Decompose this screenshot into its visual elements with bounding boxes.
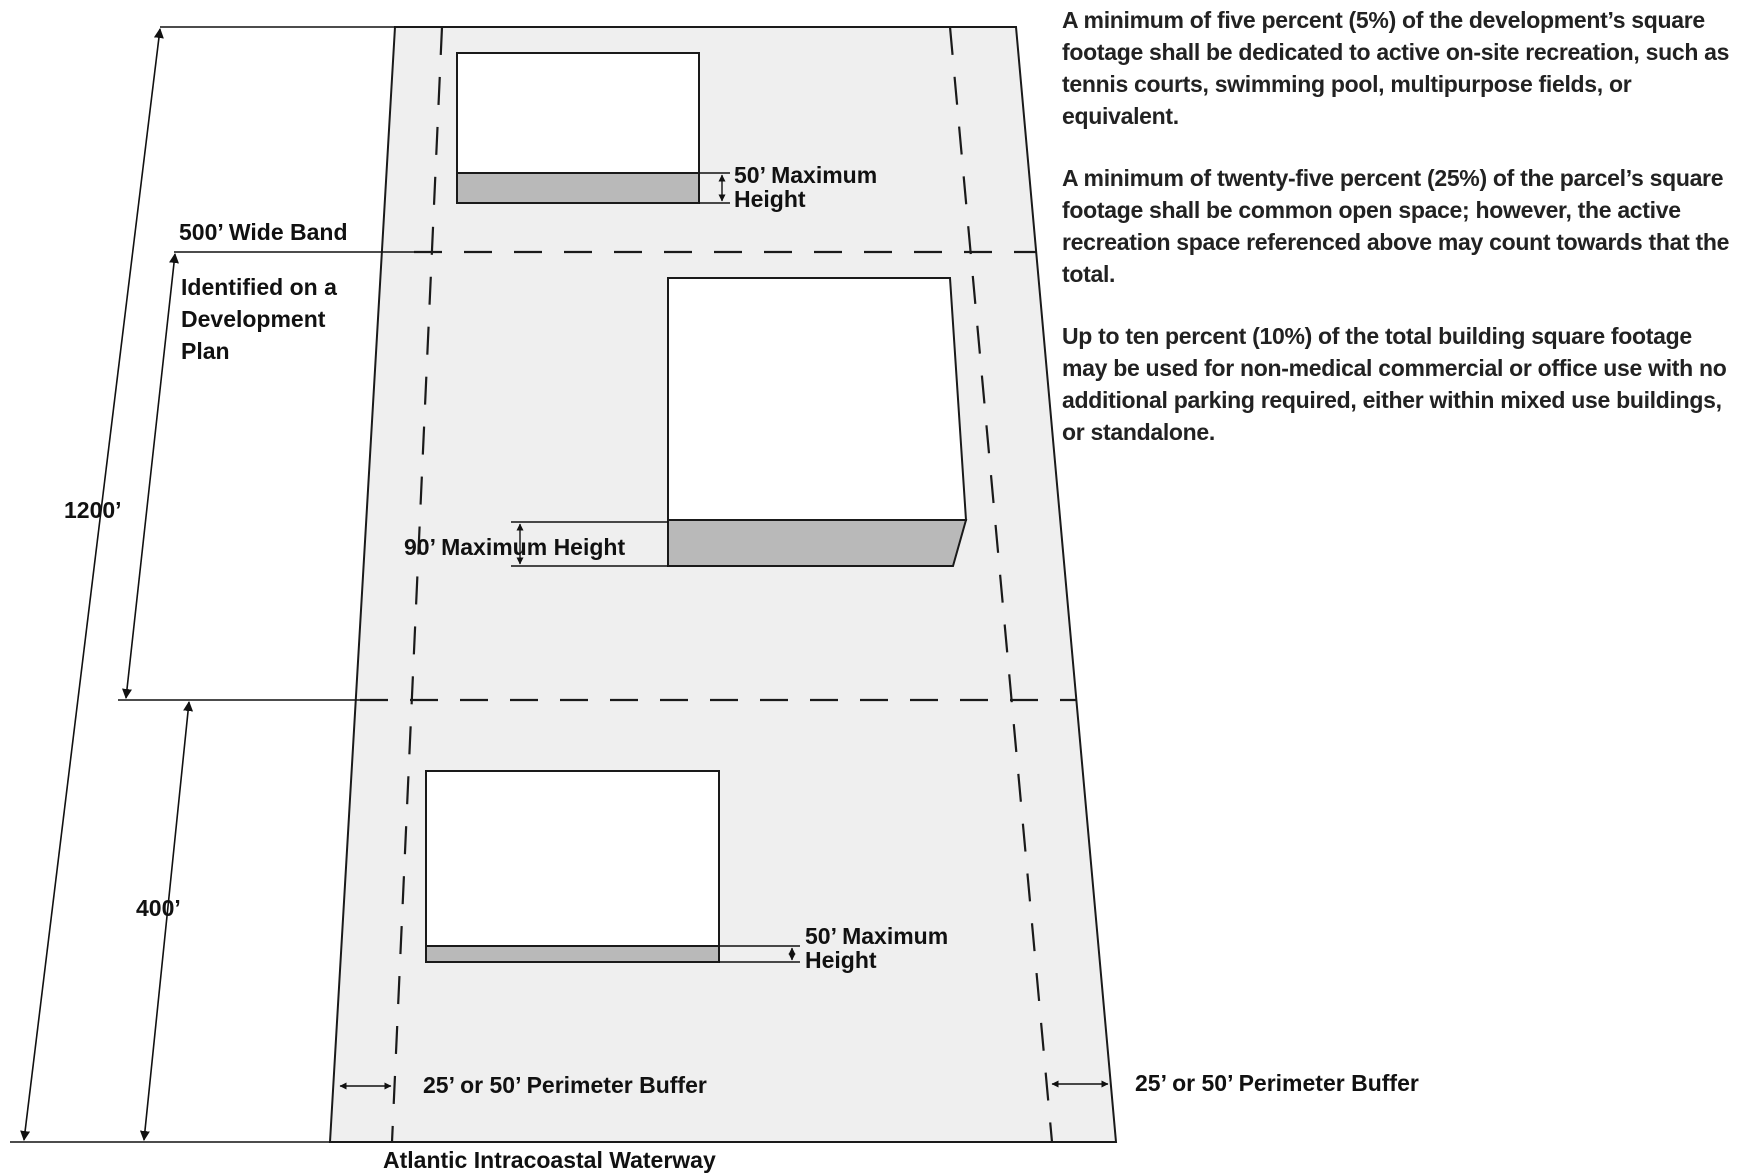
top-height-label-line1: 50’ Maximum xyxy=(734,162,878,188)
buffer-label-left: 25’ or 50’ Perimeter Buffer xyxy=(423,1072,707,1098)
parcel xyxy=(330,27,1116,1142)
dim-1200-arrow xyxy=(24,29,160,1140)
identified-label-line1: Identified on a xyxy=(181,274,337,300)
total-length-label: 1200’ xyxy=(64,497,122,523)
dim-400-arrow xyxy=(144,702,189,1140)
note-commercial-use: Up to ten percent (10%) of the total building square footage may be used for non-medical commercial or office use with no additional parking required, either within mixed use buildings, or standalone. xyxy=(1062,323,1727,445)
building-middle xyxy=(668,278,966,566)
note-recreation: A minimum of five percent (5%) of the development’s square footage shall be dedicated to active on-site recreation, such as tennis courts, swimming pool, multipurpose fields, or equivalent. xyxy=(1062,7,1730,129)
band-arrow xyxy=(126,254,175,698)
bottom-height-label-line2: Height xyxy=(805,947,877,973)
building-bottom xyxy=(426,771,719,962)
requirements-notes xyxy=(1062,4,1742,478)
bottom-height-label-line1: 50’ Maximum xyxy=(805,923,949,949)
identified-label-line3: Plan xyxy=(181,338,230,364)
band-width-label: 500’ Wide Band xyxy=(179,219,348,245)
top-height-label-line2: Height xyxy=(734,186,806,212)
lower-length-label: 400’ xyxy=(136,895,181,921)
waterway-label: Atlantic Intracoastal Waterway xyxy=(383,1147,716,1173)
middle-height-label: 90’ Maximum Height xyxy=(404,534,626,560)
buffer-label-right: 25’ or 50’ Perimeter Buffer xyxy=(1135,1070,1419,1096)
note-open-space: A minimum of twenty-five percent (25%) of the parcel’s square footage shall be common open space; however, the active recreation space referenced above may count towards that the total. xyxy=(1062,165,1730,287)
building-top xyxy=(457,53,699,203)
identified-label-line2: Development xyxy=(181,306,326,332)
